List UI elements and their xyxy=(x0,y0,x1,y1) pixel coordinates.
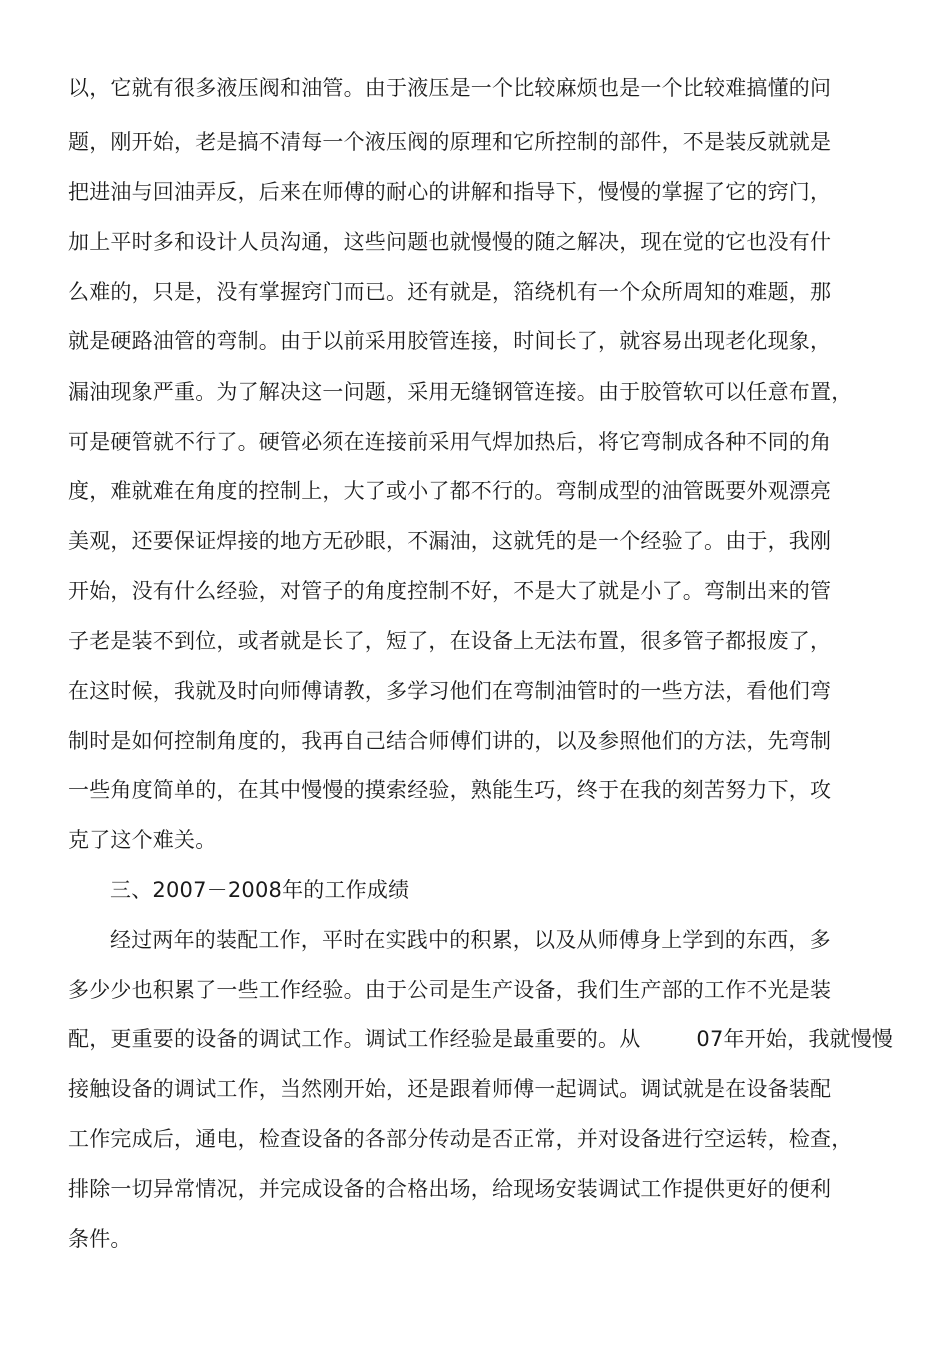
section-heading: 三、2007－2008年的工作成绩 xyxy=(110,878,410,902)
paragraph-line xyxy=(68,1024,893,1054)
paragraph-line: 可是硬管就不行了。硬管必须在连接前采用气焊加热后，将它弯制成各种不同的角 xyxy=(68,430,832,454)
paragraph-line: 开始，没有什么经验，对管子的角度控制不好，不是大了就是小了。弯制出来的管 xyxy=(68,579,832,603)
line-text-before-gap: 配，更重要的设备的调试工作。调试工作经验是最重要的。从 xyxy=(68,1027,641,1051)
paragraph-line: 经过两年的装配工作，平时在实践中的积累，以及从师傅身上学到的东西，多 xyxy=(110,928,831,952)
paragraph-line: 么难的，只是，没有掌握窍门而已。还有就是，箔绕机有一个众所周知的难题，那 xyxy=(68,280,832,304)
paragraph-line: 度，难就难在角度的控制上，大了或小了都不行的。弯制成型的油管既要外观漂亮 xyxy=(68,479,832,503)
paragraph-line: 条件。 xyxy=(68,1227,132,1251)
paragraph-line: 一些角度简单的，在其中慢慢的摸索经验，熟能生巧，终于在我的刻苦努力下，攻 xyxy=(68,778,832,802)
paragraph-line: 题，刚开始，老是搞不清每一个液压阀的原理和它所控制的部件，不是装反就就是 xyxy=(68,130,832,154)
paragraph-line: 漏油现象严重。为了解决这一问题，采用无缝钢管连接。由于胶管软可以任意布置， xyxy=(68,380,853,404)
paragraph-line: 子老是装不到位，或者就是长了，短了，在设备上无法布置，很多管子都报废了， xyxy=(68,629,832,653)
paragraph-line: 接触设备的调试工作，当然刚开始，还是跟着师傅一起调试。调试就是在设备装配 xyxy=(68,1077,832,1101)
paragraph-line: 就是硬路油管的弯制。由于以前采用胶管连接，时间长了，就容易出现老化现象， xyxy=(68,329,832,353)
paragraph-line: 制时是如何控制角度的，我再自己结合师傅们讲的，以及参照他们的方法，先弯制 xyxy=(68,729,832,753)
paragraph-line: 工作完成后，通电，检查设备的各部分传动是否正常，并对设备进行空运转，检查， xyxy=(68,1127,853,1151)
paragraph-line: 以，它就有很多液压阀和油管。由于液压是一个比较麻烦也是一个比较难搞懂的问 xyxy=(68,76,832,100)
line-text-after-gap: 07年开始，我就慢慢 xyxy=(696,1027,894,1051)
paragraph-line: 排除一切异常情况，并完成设备的合格出场，给现场安装调试工作提供更好的便利 xyxy=(68,1177,832,1201)
paragraph-line: 克了这个难关。 xyxy=(68,828,217,852)
paragraph-line: 把进油与回油弄反，后来在师傅的耐心的讲解和指导下，慢慢的掌握了它的窍门， xyxy=(68,180,832,204)
paragraph-line: 在这时候，我就及时向师傅请教，多学习他们在弯制油管时的一些方法，看他们弯 xyxy=(68,679,832,703)
paragraph-line: 美观，还要保证焊接的地方无砂眼，不漏油，这就凭的是一个经验了。由于，我刚 xyxy=(68,529,832,553)
paragraph-line: 多少少也积累了一些工作经验。由于公司是生产设备，我们生产部的工作不光是装 xyxy=(68,978,832,1002)
paragraph-line: 加上平时多和设计人员沟通，这些问题也就慢慢的随之解决，现在觉的它也没有什 xyxy=(68,230,832,254)
